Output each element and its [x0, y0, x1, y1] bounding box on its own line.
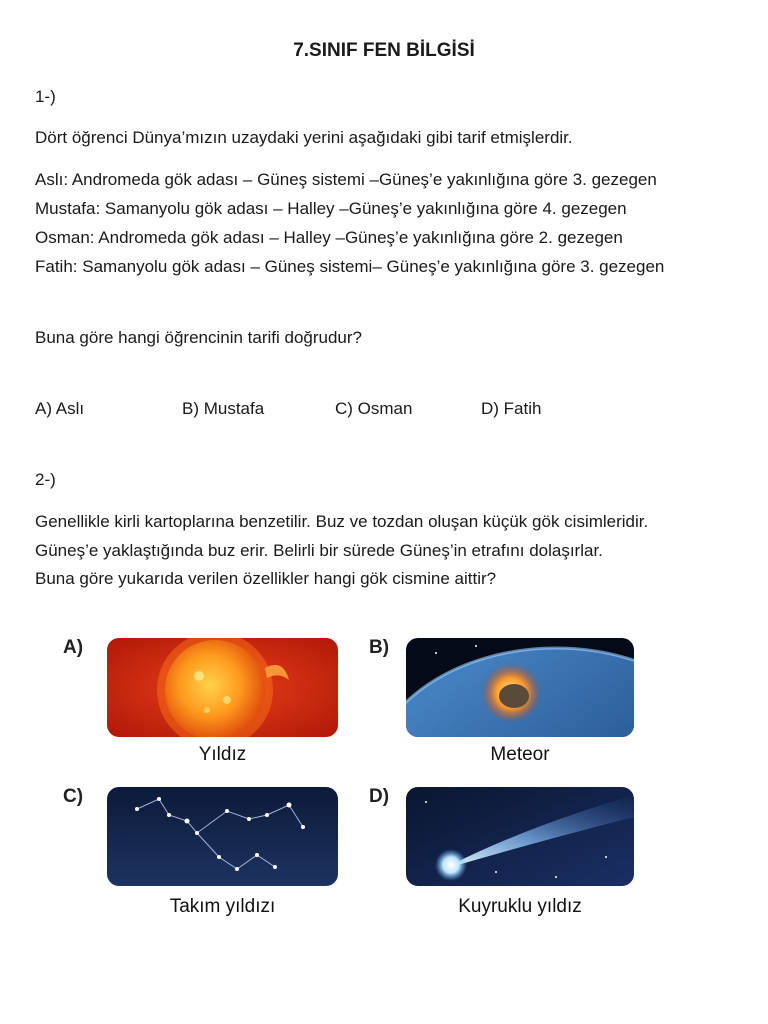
question-1-line: Mustafa: Samanyolu gök adası – Halley –Güneş’e yakınlığına göre 4. gezegen — [35, 199, 627, 218]
question-1-line: Aslı: Andromeda gök adası – Güneş sistemi –Güneş’e yakınlığına göre 3. gezegen — [35, 170, 657, 189]
sun-image[interactable] — [107, 638, 338, 737]
option-a-letter: A) — [63, 637, 84, 658]
option-d[interactable]: D) Fatih — [481, 399, 542, 418]
option-b-letter: B) — [369, 637, 390, 658]
option-b-caption: Meteor — [490, 744, 550, 765]
comet-image[interactable] — [406, 787, 634, 886]
question-1-line: Fatih: Samanyolu gök adası – Güneş sistemi– Güneş’e yakınlığına göre 3. gezegen — [35, 257, 665, 276]
question-2-line: Genellikle kirli kartoplarına benzetilir. Buz ve tozdan oluşan küçük gök cisimleridir. — [35, 512, 649, 531]
option-b[interactable]: B) Mustafa — [182, 399, 265, 418]
option-c-caption: Takım yıldızı — [169, 896, 276, 917]
meteor-image[interactable] — [406, 638, 634, 737]
option-c-letter: C) — [63, 786, 84, 807]
option-d-letter: D) — [369, 786, 390, 807]
option-d-caption: Kuyruklu yıldız — [458, 896, 582, 917]
option-a[interactable]: A) Aslı — [35, 399, 85, 418]
option-c[interactable]: C) Osman — [335, 399, 413, 418]
constellation-image[interactable] — [107, 787, 338, 886]
question-1-prompt: Buna göre hangi öğrencinin tarifi doğrudur? — [35, 328, 363, 347]
page-title: 7.SINIF FEN BİLGİSİ — [293, 40, 475, 61]
question-1-line: Osman: Andromeda gök adası – Halley –Güneş’e yakınlığına göre 2. gezegen — [35, 228, 623, 247]
question-1-intro: Dört öğrenci Dünya’mızın uzaydaki yerini aşağıdaki gibi tarif etmişlerdir. — [35, 128, 573, 147]
question-1-number: 1-) — [35, 87, 56, 106]
question-2-prompt: Buna göre yukarıda verilen özellikler hangi gök cismine aittir? — [35, 569, 497, 588]
question-2-number: 2-) — [35, 470, 56, 489]
option-a-caption: Yıldız — [198, 744, 247, 765]
question-2-line: Güneş’e yaklaştığında buz erir. Belirli bir sürede Güneş’in etrafını dolaşırlar. — [35, 541, 603, 560]
